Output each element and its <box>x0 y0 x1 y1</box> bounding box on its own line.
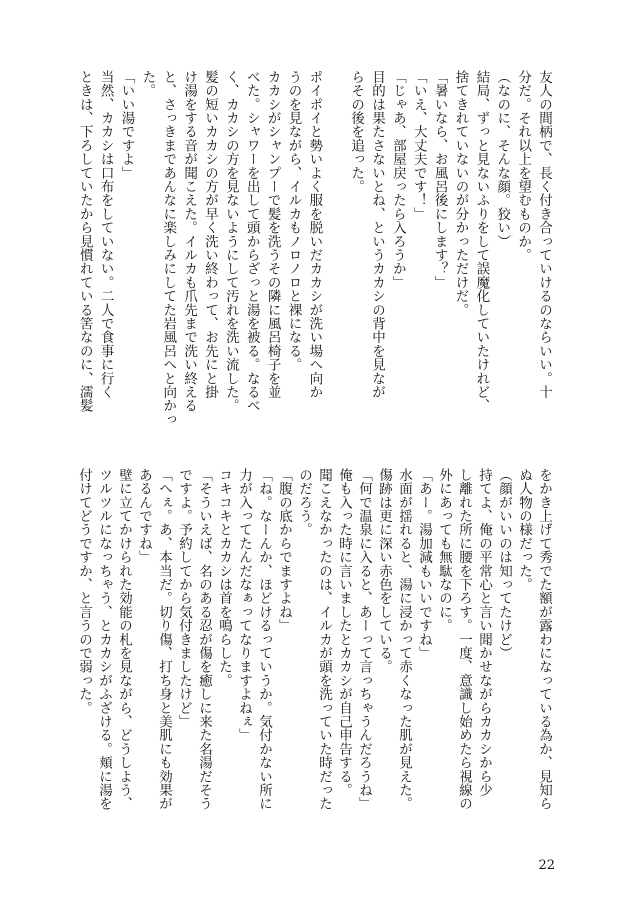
blank-line <box>325 70 345 448</box>
text-line: 「いえ、大丈夫です！」 <box>410 70 427 221</box>
text-line: 力が入ってたんだなぁってなりますよねぇ」 <box>236 468 252 742</box>
text-line: 壁に立てかけられた効能の札を見ながら、どうしよう、 <box>116 468 132 811</box>
text-line: 「暑いなら、お風呂後にします？」 <box>431 70 448 290</box>
text-line: あるんですね」 <box>136 468 152 564</box>
text-line: （顔がいいのは知ってたけど） <box>496 468 512 660</box>
text-line: 結局、ずっと見ないふりをして誤魔化していたけれど、 <box>473 70 490 413</box>
text-line: 当然、カカシは口布をしていない。二人で食事に行く <box>97 70 114 399</box>
text-line: 「そういえば、名のある忍が傷を癒しに来た名湯だそう <box>196 468 212 811</box>
text-line: し離れた所に腰を下ろす。一度、意識し始めたら視線の <box>456 468 472 811</box>
text-line: をかき上げて秀でた額が露わになっている為か、見知ら <box>536 468 552 811</box>
text-line: く、カカシの方を見ないようにして汚れを洗い流した。 <box>222 70 239 413</box>
text-line: と、さっきまであんなに楽しみにしてた岩風呂へと向かっ <box>160 70 177 427</box>
text-line: べた。シャワーを出して頭からざっと湯を被る。なるべ <box>243 70 260 413</box>
text-line: 俺も入った時に言いましたとカカシが自己申告する。 <box>336 468 352 797</box>
text-line: ツルツルになっちゃう、とカカシがふざける。頬に湯を <box>96 468 112 811</box>
text-line: うのを見ながら、イルカもノロノロと裸になる。 <box>285 70 302 372</box>
text-line: らその後を追った。 <box>348 70 365 194</box>
text-line: 「じゃあ、部屋戻ったら入ろうか」 <box>389 70 406 290</box>
text-line: 持てよ、俺の平常心と言い聞かせながらカカシから少 <box>476 468 492 797</box>
text-line: のだろう。 <box>296 468 312 537</box>
text-line: ぬ人物の様だった。 <box>516 468 532 592</box>
text-line: け湯をする音が聞こえた。イルカも爪先まで洗い終える <box>181 70 198 413</box>
text-line: 水面が揺れると、湯に浸かって赤くなった肌が見えた。 <box>396 468 412 811</box>
page-number: 22 <box>538 858 555 873</box>
text-line: 傷跡は更に深い赤色をしている。 <box>376 468 392 674</box>
upper-text-block <box>74 70 554 448</box>
text-line: カカシがシャンプーで髪を洗うその隣に風呂椅子を並 <box>264 70 281 399</box>
text-line: 目的は果たさないとね、というカカシの背中を見なが <box>369 70 385 399</box>
text-line: ですよ。予約してから気付きましたけど」 <box>176 468 192 729</box>
text-line: （なのに、そんな顔。狡い） <box>494 70 511 249</box>
text-line: 「腹の底からでますよね」 <box>276 468 292 633</box>
lower-text-block <box>74 468 554 846</box>
text-line: 分だ。それ以上を望むものか。 <box>515 70 532 262</box>
text-line: 「何で温泉に入ると、あーって言っちゃうんだろうね」 <box>356 468 372 811</box>
text-line: ポイポイと勢いよく服を脱いだカカシが洗い場へ向か <box>306 70 323 399</box>
text-line: 外にあっても無駄なのに。 <box>436 468 452 633</box>
text-line: 友人の間柄で、長く付き合っていけるのならいい。十 <box>536 70 552 399</box>
text-line: 「あー。湯加減もいいですね」 <box>416 468 432 660</box>
text-line: コキコキとカカシは首を鳴らした。 <box>216 468 232 688</box>
text-line: ときは、下ろしていたから見慣れている筈なのに、濡髪 <box>76 70 93 413</box>
text-line: 付けてどうですか、と言うので弱った。 <box>76 468 92 715</box>
text-line: 「いい湯ですよ」 <box>118 70 135 180</box>
text-line: 聞こえなかったのは、イルカが頭を洗っていた時だった <box>316 468 332 811</box>
text-line: 「ね。なーんか、ほどけるっていうか。気付かない所に <box>256 468 272 811</box>
text-line: 髪の短いカカシの方が早く洗い終わって、お先にと掛 <box>201 70 218 399</box>
text-line: 「へぇ。あ、本当だ。切り傷、打ち身と美肌にも効果が <box>156 468 172 811</box>
text-line: た。 <box>139 70 156 98</box>
text-line: 捨てきれていないのが分かっただけだ。 <box>452 70 469 317</box>
